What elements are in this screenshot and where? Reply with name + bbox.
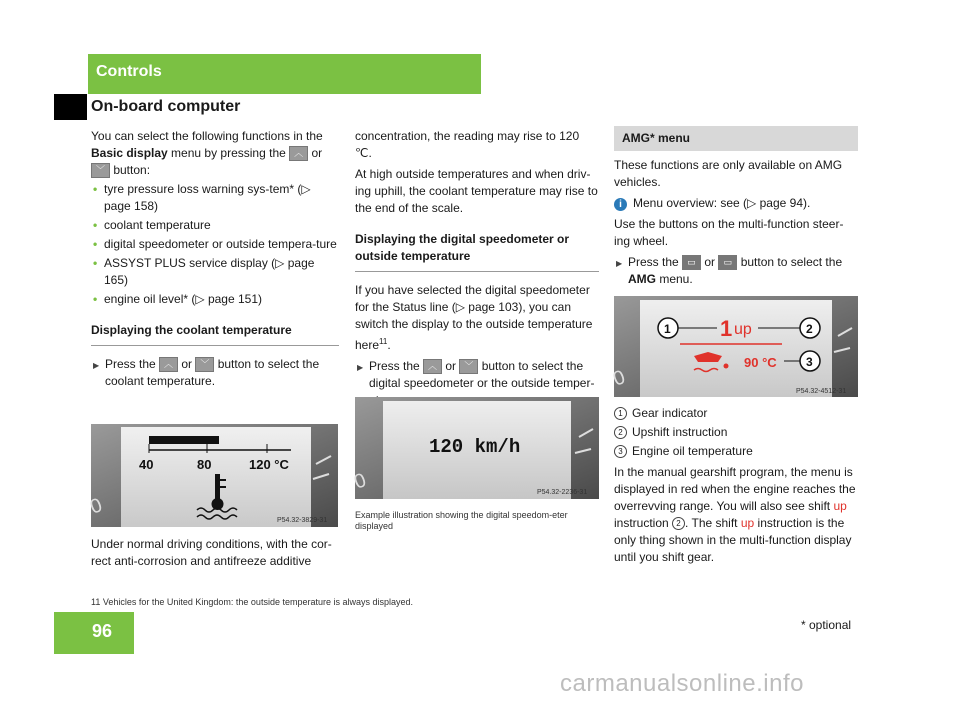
paragraph: At high outside temperatures and when driv-ing uphill, the coolant temperature may rise to the end of the scale. [355, 167, 598, 215]
info-note: i Menu overview: see (▷ page 94). [614, 195, 858, 212]
paragraph: concentration, the reading may rise to 120 ℃. [355, 129, 580, 160]
chevron-down-icon: ﹀ [459, 359, 478, 374]
list-item: • digital speedometer or outside tempera-ture [91, 236, 339, 253]
gear-indicator: 1 [720, 316, 733, 341]
outro-text: Under normal driving conditions, with the cor-rect anti-corrosion and antifreeze additive [91, 537, 332, 568]
info-icon: i [614, 198, 627, 211]
chevron-down-icon: ﹀ [91, 163, 110, 178]
svg-text:3: 3 [806, 355, 813, 369]
page-number: 96 [92, 621, 113, 641]
column-1 [91, 128, 339, 394]
image-code: P54.32-3829-31 [277, 517, 328, 524]
legend-item: 3 Engine oil temperature [614, 443, 858, 460]
section-marker [54, 94, 87, 120]
instruction-step: ▶ Press the ︿ or ﹀ button to select the digital speedometer or the outside temper- [355, 358, 599, 409]
subheading-speedometer: Displaying the digital speedometer or outside temperature [355, 231, 599, 272]
gauge-label: 40 [139, 457, 154, 472]
legend-item: 2 Upshift instruction [614, 424, 858, 441]
gauge-label: 80 [197, 457, 212, 472]
legend-item: 1 Gear indicator [614, 405, 858, 422]
list-item: • tyre pressure loss warning sys-tem* (▷ page 158) [91, 181, 339, 215]
list-item: • ASSYST PLUS service display (▷ page 165) [91, 255, 339, 289]
gauge-label: 120 °C [249, 457, 289, 472]
paragraph: If you have selected the digital speedometer for the Status line (▷ page 103), you can switch the display to the outside temperature here$^{11}$. [355, 283, 593, 352]
subheading-coolant: Displaying the coolant temperature [91, 322, 339, 346]
svg-text:0: 0 [610, 366, 629, 391]
speed-readout: 120 km/h [429, 436, 521, 458]
chevron-up-icon: ︿ [423, 359, 442, 374]
chevron-up-icon: ︿ [159, 357, 178, 372]
svg-text:0: 0 [351, 469, 370, 494]
paragraph: These functions are only available on AMG vehicles. [614, 158, 843, 189]
display-prev-icon: ▭ [682, 255, 701, 270]
image-caption: Example illustration showing the digital speedom-eter displayed [355, 510, 568, 531]
paragraph: In the manual gearshift program, the menu is displayed in red when the engine reaches the overrevving range. You will also see shift up instruction 2 . The shift up instruction is the only thing shown in the multi-function display until you shift gear. [614, 465, 856, 564]
amg-display-image [610, 296, 858, 397]
column-2 [355, 128, 599, 413]
svg-text:1: 1 [664, 322, 671, 336]
chevron-up-icon: ︿ [289, 146, 308, 161]
instruction-step: ▶ Press the ︿ or ﹀ button to select the coolant temperature. [91, 356, 339, 390]
footnote: 11 Vehicles for the United Kingdom: the outside temperature is always displayed. [91, 597, 414, 607]
intro-text: You can select the following functions in the Basic display menu by pressing the ︿ or ﹀ button: [91, 129, 323, 177]
display-next-icon: ▭ [718, 255, 737, 270]
chevron-down-icon: ﹀ [195, 357, 214, 372]
image-code: P54.32-2236-31 [537, 489, 588, 496]
instruction-step: ▶ Press the ▭ or ▭ button to select the AMG menu. [614, 254, 858, 288]
paragraph: Use the buttons on the multi-function steer-ing wheel. [614, 217, 844, 248]
svg-text:0: 0 [87, 494, 106, 519]
amg-menu-heading: AMG* menu [614, 126, 858, 151]
upshift-indicator: up [734, 321, 752, 338]
chapter-title: Controls [96, 63, 162, 80]
optional-note: * optional [801, 618, 852, 632]
column-3 [614, 126, 858, 292]
list-item: • coolant temperature [91, 217, 339, 234]
image-code: P54.32-4512-31 [796, 388, 847, 395]
coolant-display-image [87, 424, 338, 527]
list-item: • engine oil level* (▷ page 151) [91, 291, 339, 308]
watermark: carmanualsonline.info [560, 670, 804, 697]
column-1-bottom [91, 536, 339, 570]
svg-text:2: 2 [806, 322, 813, 336]
speedometer-display-image [351, 397, 599, 499]
column-3-bottom [614, 403, 858, 566]
column-2-caption [355, 506, 599, 532]
section-title: On-board computer [91, 98, 241, 115]
oil-temp-readout: 90 °C [744, 355, 777, 370]
